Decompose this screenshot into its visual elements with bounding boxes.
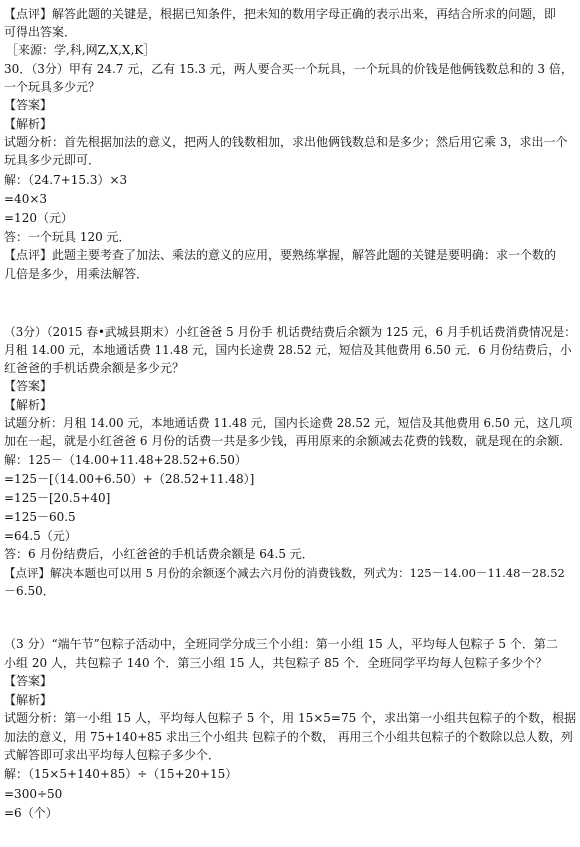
text-line: 试题分析：月租 14.00 元，本地通话费 11.48 元，国内长途费 28.52 元，短信及其他费用 6.50 元，这几项 (4, 416, 573, 430)
text-line: 一个玩具多少元？ (4, 80, 101, 94)
answer-heading: 【答案】 (4, 674, 53, 688)
answer-heading: 【答案】 (4, 98, 53, 112)
solution-line: 解：（15×5+140+85）÷（15+20+15） (4, 767, 238, 781)
question-zongzi: （3 分）“端午节”包粽子活动中，全班同学分成三个小组：第一小组 15 人，平均每人包粽子 5 个．第二 (4, 637, 558, 651)
analysis-heading: 【解析】 (4, 398, 53, 412)
text-line: 试题分析：第一小组 15 人，平均每人包粽子 5 个，用 15×5=75 个，求出第一小组共包粽子的个数，根据 (4, 711, 577, 725)
comment-line: 【点评】解决本题也可以用 5 月份的余额逐个减去六月份的消费钱数，列式为：125－14.00－11.48－28.52 (4, 566, 565, 580)
analysis-heading: 【解析】 (4, 693, 53, 707)
solution-line: 解：125－（14.00+11.48+28.52+6.50） (4, 453, 247, 467)
solution-line: =120（元） (4, 211, 73, 225)
text-line: 加法的意义，用 75+140+85 求出三个小组共 包粽子的个数， 再用三个小组共包粽子的个数除以总人数，列 (4, 730, 573, 744)
question-phone-bill: （3分）（2015 春•武城县期末）小红爸爸 5 月份手 机话费结费后余额为 125 元，6 月手机话费消费情况是： (4, 325, 576, 339)
answer-heading: 【答案】 (4, 379, 53, 393)
solution-line: =125－[（14.00+6.50）+（28.52+11.48）] (4, 472, 255, 486)
solution-line: =300÷50 (4, 787, 63, 801)
solution-line: 解：（24.7+15.3）×3 (4, 173, 128, 187)
analysis-heading: 【解析】 (4, 117, 53, 131)
answer-line: 答：6 月份结费后，小红爸爸的手机话费余额是 64.5 元． (4, 547, 314, 561)
text-line: 加在一起，就是小红爸爸 6 月份的话费一共是多少钱，再用原来的余额减去花费的钱数，就是现在的余额． (4, 434, 572, 448)
comment-line: 【点评】此题主要考查了加法、乘法的意义的应用，要熟练掌握，解答此题的关键是要明确：求一个数的 (4, 248, 557, 262)
text-line: 红爸爸的手机话费余额是多少元？ (4, 361, 185, 375)
solution-line: =125－[20.5+40] (4, 491, 111, 505)
answer-line: 答：一个玩具 120 元． (4, 230, 131, 244)
solution-line: =64.5（元） (4, 529, 77, 543)
text-line: 小组 20 人，共包粽子 140 个．第三小组 15 人，共包粽子 85 个．全班同学平均每人包粽子多少个？ (4, 656, 548, 670)
text-line: 玩具多少元即可． (4, 153, 101, 167)
text-line: 月租 14.00 元，本地通话费 11.48 元，国内长途费 28.52 元，短信及其他费用 6.50 元．6 月份结费后，小 (4, 343, 572, 357)
solution-line: =40×3 (4, 192, 48, 206)
text-line: 试题分析：首先根据加法的意义，把两人的钱数相加，求出他俩钱数总和是多少；然后用它乘 3，求出一个 (4, 135, 568, 149)
text-line: －6.50． (4, 584, 55, 598)
text-line: 【点评】解答此题的关键是，根据已知条件，把未知的数用字母正确的表示出来，再结合所求的问题，即 (4, 7, 557, 21)
text-line: 可得出答案． (4, 25, 77, 39)
solution-line: =6（个） (4, 806, 58, 820)
question-30: 30．（3分）甲有 24.7 元，乙有 15.3 元，两人要合买一个玩具，一个玩具的价钱是他俩钱数总和的 3 倍， (4, 62, 573, 76)
text-line: 几倍是多少，用乘法解答． (4, 267, 149, 281)
solution-line: =125－60.5 (4, 510, 76, 524)
source-tag: ［来源：学,科,网Z,X,X,K］ (6, 43, 156, 57)
text-line: 式解答即可求出平均每人包粽子多少个． (4, 748, 221, 762)
